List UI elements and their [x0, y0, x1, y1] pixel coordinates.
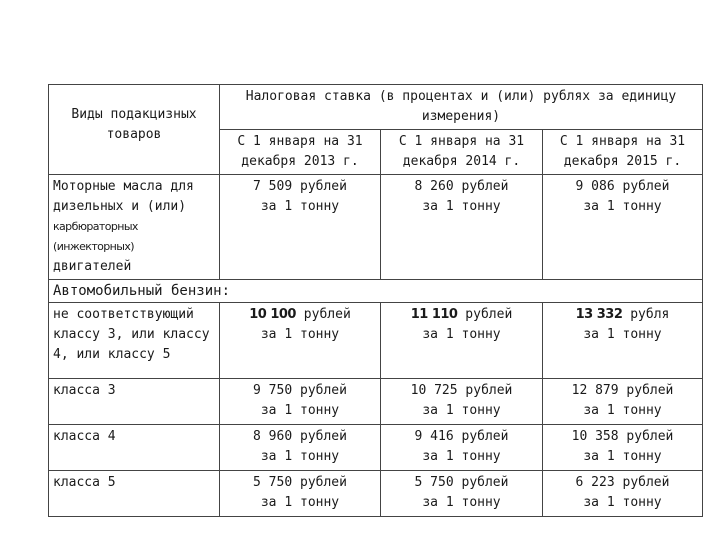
table-row-class-4 — [49, 425, 703, 471]
cell-value: 10 725 рублей за 1 тонну — [381, 379, 543, 425]
cell-value: 5 750 рублей за 1 тонну — [381, 471, 543, 517]
row-label-class-3: класса 3 — [49, 379, 220, 425]
table-row-class-3 — [49, 379, 703, 425]
cell-value: 13 332 рубля за 1 тонну — [543, 303, 703, 379]
cell-value: 11 110 рублей за 1 тонну — [381, 303, 543, 379]
cell-value: 5 750 рублей за 1 тонну — [220, 471, 381, 517]
table-row-nonconforming — [49, 303, 703, 379]
cell-value: 10 100 рублей за 1 тонну — [220, 303, 381, 379]
cell-value: 12 879 рублей за 1 тонну — [543, 379, 703, 425]
row-label-nonconforming: не соответствующий классу 3, или классу 4, или классу 5 — [49, 303, 220, 379]
section-label-gasoline: Автомобильный бензин: — [49, 280, 703, 303]
product-type-header: Виды подакцизных товаров — [49, 85, 220, 175]
excise-rate-table — [48, 84, 703, 517]
excise-rate-table-container — [48, 84, 702, 517]
cell-value: 8 260 рублей за 1 тонну — [381, 175, 543, 280]
cell-value: 9 086 рублей за 1 тонну — [543, 175, 703, 280]
cell-value: 9 750 рублей за 1 тонну — [220, 379, 381, 425]
cell-value: 7 509 рублей за 1 тонну — [220, 175, 381, 280]
table-row-gasoline-section — [49, 280, 703, 303]
cell-value: 6 223 рублей за 1 тонну — [543, 471, 703, 517]
table-row-class-5 — [49, 471, 703, 517]
header-row-1 — [49, 85, 703, 130]
row-label-motor-oil: Моторные масла для дизельных и (или) карбюраторных (инжекторных) двигателей — [49, 175, 220, 280]
cell-value: 10 358 рублей за 1 тонну — [543, 425, 703, 471]
table-row-motor-oil — [49, 175, 703, 280]
row-label-class-4: класса 4 — [49, 425, 220, 471]
row-label-class-5: класса 5 — [49, 471, 220, 517]
cell-value: 9 416 рублей за 1 тонну — [381, 425, 543, 471]
cell-value: 8 960 рублей за 1 тонну — [220, 425, 381, 471]
tax-rate-header: Налоговая ставка (в процентах и (или) рублях за единицу измерения) — [220, 85, 703, 130]
period-header-2015: С 1 января на 31 декабря 2015 г. — [543, 130, 703, 175]
period-header-2013: С 1 января на 31 декабря 2013 г. — [220, 130, 381, 175]
period-header-2014: С 1 января на 31 декабря 2014 г. — [381, 130, 543, 175]
